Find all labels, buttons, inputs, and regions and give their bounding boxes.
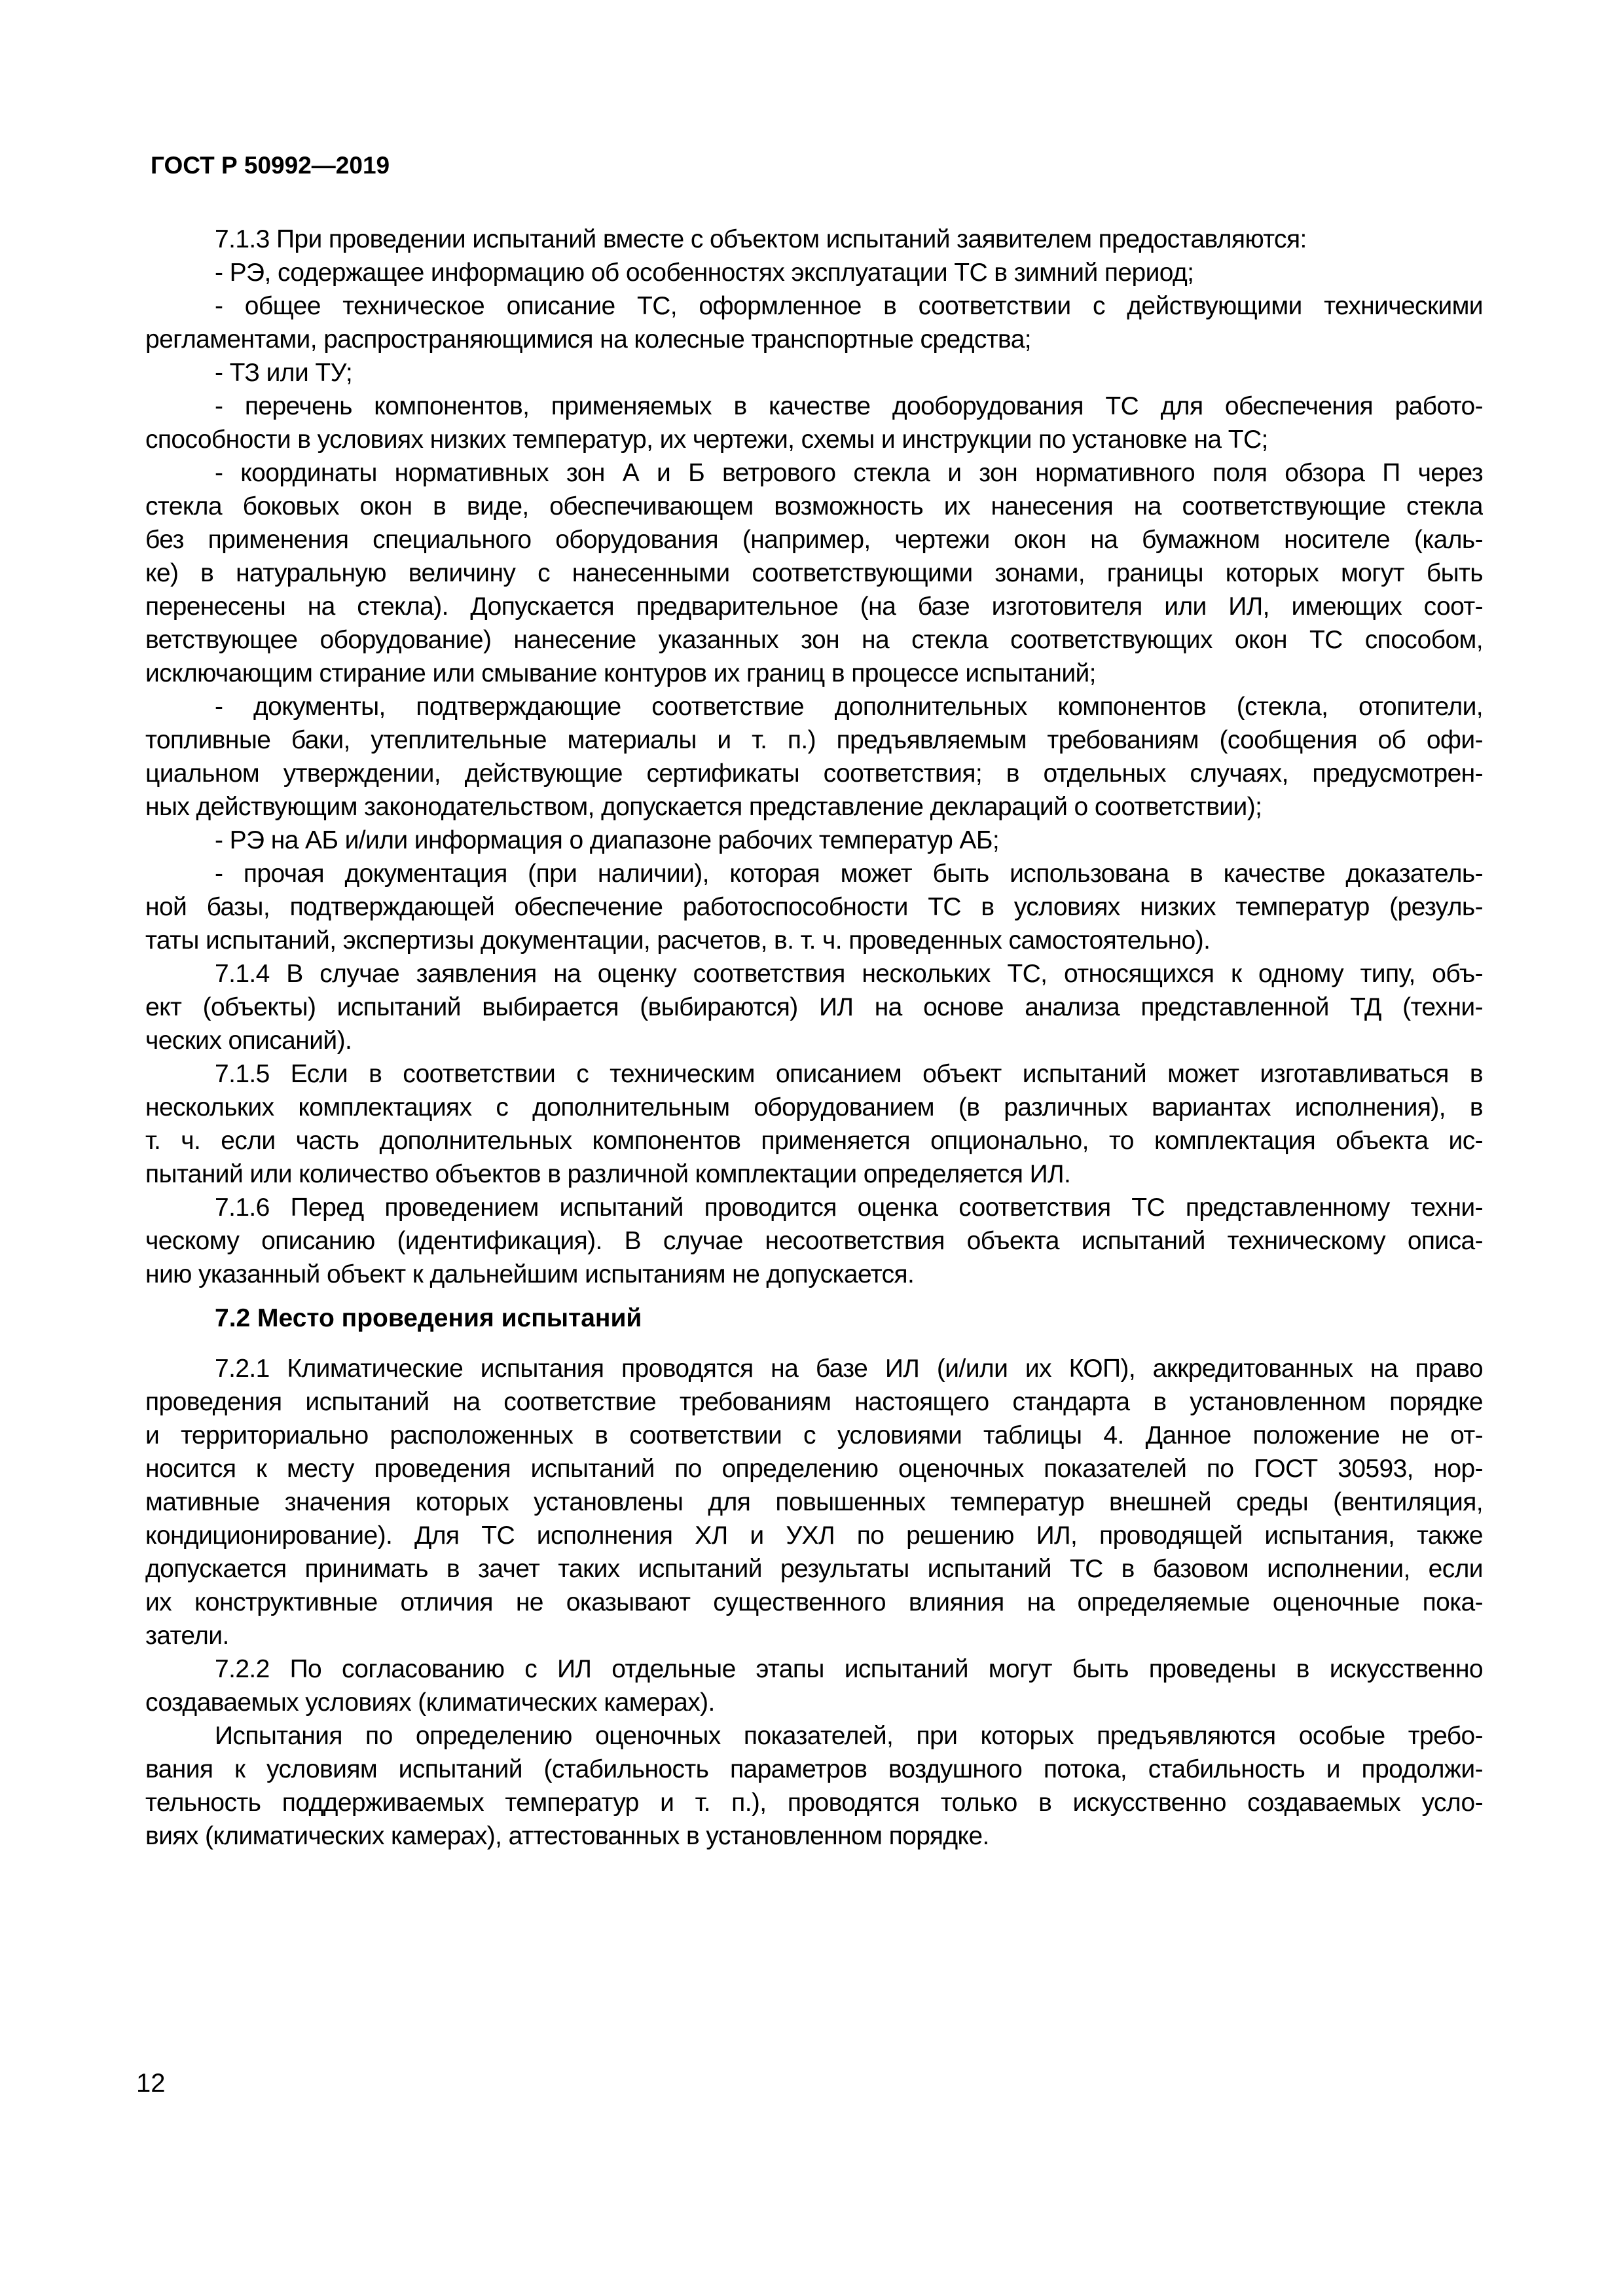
paragraph — [145, 957, 1483, 1057]
paragraph — [145, 1719, 1483, 1853]
text-line: носится к месту проведения испытаний по определению оценочных показателей по ГОСТ 30593, нор- — [145, 1455, 1483, 1483]
text-line: циальном утверждении, действующие сертификаты соответствия; в отдельных случаях, предусмотрен- — [145, 759, 1483, 788]
paragraph — [145, 1352, 1483, 1652]
text-line: - прочая документация (при наличии), которая может быть использована в качестве доказатель- — [215, 860, 1483, 888]
paragraph — [145, 690, 1483, 824]
paragraph — [145, 1057, 1483, 1191]
document-body — [145, 223, 1483, 1853]
paragraph — [145, 256, 1483, 289]
text-line: 7.2.1 Климатические испытания проводятся на базе ИЛ (и/или их КОП), аккредитованных на право — [215, 1355, 1483, 1383]
text-line: кондиционирование). Для ТС исполнения ХЛ и УХЛ по решению ИЛ, проводящей испытания, также — [145, 1522, 1483, 1550]
section-heading: 7.2 Место проведения испытаний — [215, 1304, 642, 1332]
text-line: пытаний или количество объектов в различной комплектации определяется ИЛ. — [145, 1160, 1071, 1188]
text-line: ке) в натуральную величину с нанесенными соответствующими зонами, границы которых могут быть — [145, 559, 1483, 587]
text-line: 7.1.4 В случае заявления на оценку соответствия нескольких ТС, относящихся к одному типу, объ- — [215, 960, 1483, 988]
text-line: - координаты нормативных зон А и Б ветрового стекла и зон нормативного поля обзора П через — [215, 459, 1483, 487]
text-line: топливные баки, утеплительные материалы и т. п.) предъявляемым требованиям (сообщения об офи- — [145, 726, 1483, 754]
text-line: 7.1.3 При проведении испытаний вместе с объектом испытаний заявителем предоставляются: — [215, 225, 1307, 253]
paragraph — [145, 1191, 1483, 1291]
text-line: создаваемых условиях (климатических камерах). — [145, 1688, 715, 1717]
text-line: их конструктивные отличия не оказывают существенного влияния на определяемые оценочные пока- — [145, 1588, 1483, 1616]
text-line: допускается принимать в зачет таких испытаний результаты испытаний ТС в базовом исполнении, если — [145, 1555, 1483, 1583]
paragraph — [145, 857, 1483, 957]
text-line: способности в условиях низких температур, их чертежи, схемы и инструкции по установке на ТС; — [145, 426, 1268, 454]
text-line: виях (климатических камерах), аттестованных в установленном порядке. — [145, 1822, 989, 1850]
text-line: ект (объекты) испытаний выбирается (выбираются) ИЛ на основе анализа представленной ТД (техни- — [145, 993, 1483, 1021]
text-line: 7.2.2 По согласованию с ИЛ отдельные этапы испытаний могут быть проведены в искусственно — [215, 1655, 1483, 1683]
paragraph — [145, 1652, 1483, 1719]
text-line: 7.1.5 Если в соответствии с техническим описанием объект испытаний может изготавливаться в — [215, 1060, 1483, 1088]
text-line: - РЭ, содержащее информацию об особенностях эксплуатации ТС в зимний период; — [215, 259, 1194, 287]
text-line: - перечень компонентов, применяемых в качестве дооборудования ТС для обеспечения работо- — [215, 392, 1483, 420]
text-line: Испытания по определению оценочных показателей, при которых предъявляются особые требо- — [215, 1722, 1483, 1750]
text-line: ческому описанию (идентификация). В случае несоответствия объекта испытаний техническому описа- — [145, 1227, 1483, 1255]
text-line: ветствующее оборудование) нанесение указанных зон на стекла соответствующих окон ТС способом, — [145, 626, 1483, 654]
paragraph — [145, 824, 1483, 857]
text-line: затели. — [145, 1622, 229, 1650]
paragraph — [145, 356, 1483, 390]
text-line: - ТЗ или ТУ; — [215, 359, 353, 387]
text-line: - документы, подтверждающие соответствие дополнительных компонентов (стекла, отопители, — [215, 693, 1483, 721]
text-line: - общее техническое описание ТС, оформленное в соответствии с действующими техническими — [215, 292, 1483, 320]
text-line: нию указанный объект к дальнейшим испытаниям не допускается. — [145, 1260, 915, 1288]
text-line: нескольких комплектациях с дополнительным оборудованием (в различных вариантах исполнения), в — [145, 1093, 1483, 1121]
paragraph — [145, 390, 1483, 456]
text-line: регламентами, распространяющимися на колесные транспортные средства; — [145, 325, 1032, 354]
text-line: ных действующим законодательством, допускается представление деклараций о соответствии); — [145, 793, 1262, 821]
text-line: - РЭ на АБ и/или информация о диапазоне рабочих температур АБ; — [215, 826, 1000, 854]
standard-designation: ГОСТ Р 50992—2019 — [151, 152, 390, 179]
text-line: мативные значения которых установлены для повышенных температур внешней среды (вентиляция, — [145, 1488, 1483, 1516]
text-line: тельность поддерживаемых температур и т. п.), проводятся только в искусственно создаваемых усло- — [145, 1789, 1483, 1817]
text-line: проведения испытаний на соответствие требованиям настоящего стандарта в установленном порядке — [145, 1388, 1483, 1416]
text-line: перенесены на стекла). Допускается предварительное (на базе изготовителя или ИЛ, имеющих соот- — [145, 592, 1483, 621]
text-line: ческих описаний). — [145, 1027, 352, 1055]
paragraph — [145, 223, 1483, 256]
paragraph — [145, 289, 1483, 356]
text-line: вания к условиям испытаний (стабильность параметров воздушного потока, стабильность и продолжи- — [145, 1755, 1483, 1783]
text-line: 7.1.6 Перед проведением испытаний проводится оценка соответствия ТС представленному техни- — [215, 1194, 1483, 1222]
text-line: стекла боковых окон в виде, обеспечивающем возможность их нанесения на соответствующие стекла — [145, 492, 1483, 520]
text-line: таты испытаний, экспертизы документации, расчетов, в. т. ч. проведенных самостоятельно). — [145, 926, 1211, 955]
text-line: ной базы, подтверждающей обеспечение работоспособности ТС в условиях низких температур (резуль- — [145, 893, 1483, 921]
page-number: 12 — [136, 2069, 166, 2098]
text-line: т. ч. если часть дополнительных компонентов применяется опционально, то комплектация объекта ис- — [145, 1127, 1483, 1155]
text-line: и территориально расположенных в соответствии с условиями таблицы 4. Данное положение не от- — [145, 1421, 1483, 1449]
text-line: исключающим стирание или смывание контуров их границ в процессе испытаний; — [145, 659, 1096, 687]
paragraph — [145, 456, 1483, 690]
text-line: без применения специального оборудования (например, чертежи окон на бумажном носителе (каль- — [145, 526, 1483, 554]
